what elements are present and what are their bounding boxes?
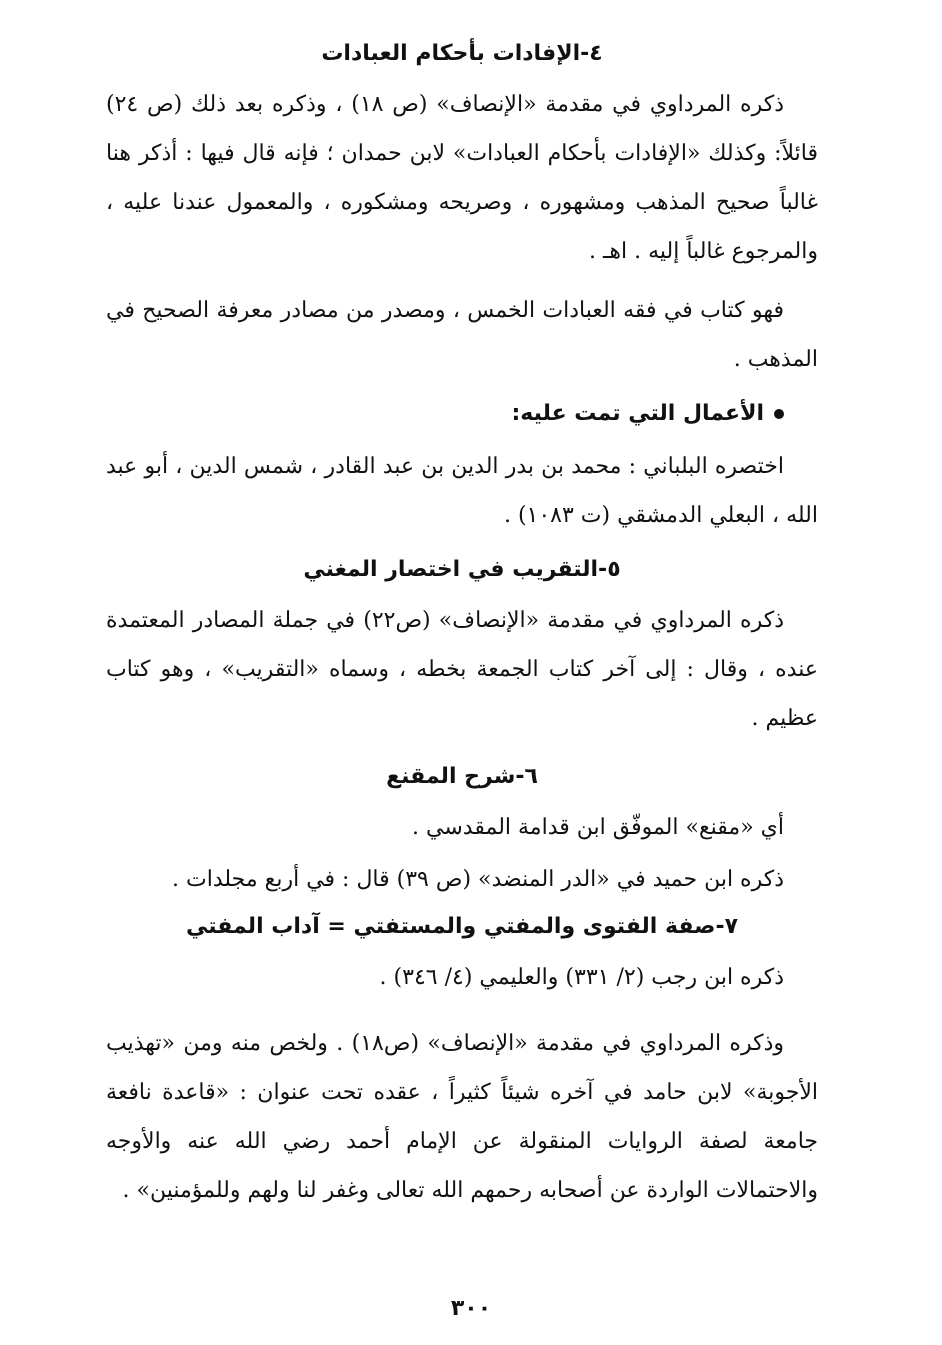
works-heading-text: الأعمال التي تمت عليه: xyxy=(511,401,764,426)
section-6-paragraph-1: أي «مقنع» الموفّق ابن قدامة المقدسي . xyxy=(412,815,784,840)
section-4-paragraph-2: فهو كتاب في فقه العبادات الخمس ، ومصدر من مصادر معرفة الصحيح في المذهب . xyxy=(106,298,818,372)
section-7-paragraph-2: وذكره المرداوي في مقدمة «الإنصاف» (ص١٨) . ولخص منه ومن «تهذيب الأجوبة» لابن حامد في آخره شيئاً كثيراً ، عقده تحت عنوان : «قاعدة نافعة جامعة لصفة الروايات المنقولة عن الإمام أحمد رضي الله عنه والأوجه والاحتمالات الواردة عن أصحابه رحمهم الله تعالى وغفر لنا ولهم وللمؤمنين» . xyxy=(106,1031,818,1203)
spacer xyxy=(106,1005,818,1019)
section-6-paragraph-2: ذكره ابن حميد في «الدر المنضد» (ص ٣٩) قال : في أربع مجلدات . xyxy=(172,867,784,892)
section-6-heading: ٦-شرح المقنع xyxy=(386,764,538,789)
section-5-paragraph-1: ذكره المرداوي في مقدمة «الإنصاف» (ص٢٢) في جملة المصادر المعتمدة عنده ، وقال : إلى آخر كتاب الجمعة بخطه ، وسماه «التقريب» ، وهو كتاب عظيم . xyxy=(106,608,818,731)
section-4-heading: ٤-الإفادات بأحكام العبادات xyxy=(321,41,603,66)
section-4-works-heading xyxy=(106,394,818,442)
bullet-icon xyxy=(774,409,784,419)
section-7-heading: ٧-صفة الفتوى والمفتي والمستفتي = آداب المفتي xyxy=(185,914,739,939)
section-5-heading: ٥-التقريب في اختصار المغني xyxy=(303,557,621,582)
section-7-paragraph-1: ذكره ابن رجب (٢/ ٣٣١) والعليمي (٤/ ٣٤٦) . xyxy=(379,965,784,990)
page-number: ٣٠٠ xyxy=(450,1296,492,1321)
section-4-paragraph-1: ذكره المرداوي في مقدمة «الإنصاف» (ص ١٨) ، وذكره بعد ذلك (ص ٢٤) قائلاً: وكذلك «الإفادات بأحكام العبادات» لابن حمدان ؛ فإنه قال فيها : أذكر هنا غالباً صحيح المذهب ومشهوره ، وصريحه ومشكوره ، والمعمول عندنا عليه ، والمرجوع غالباً إليه . اهـ . xyxy=(106,92,818,264)
section-4-paragraph-3: اختصره البلباني : محمد بن بدر الدين بن عبد القادر ، شمس الدين ، أبو عبد الله ، البعلي الدمشقي (ت ١٠٨٣) . xyxy=(106,454,818,528)
page-body xyxy=(106,34,818,1225)
